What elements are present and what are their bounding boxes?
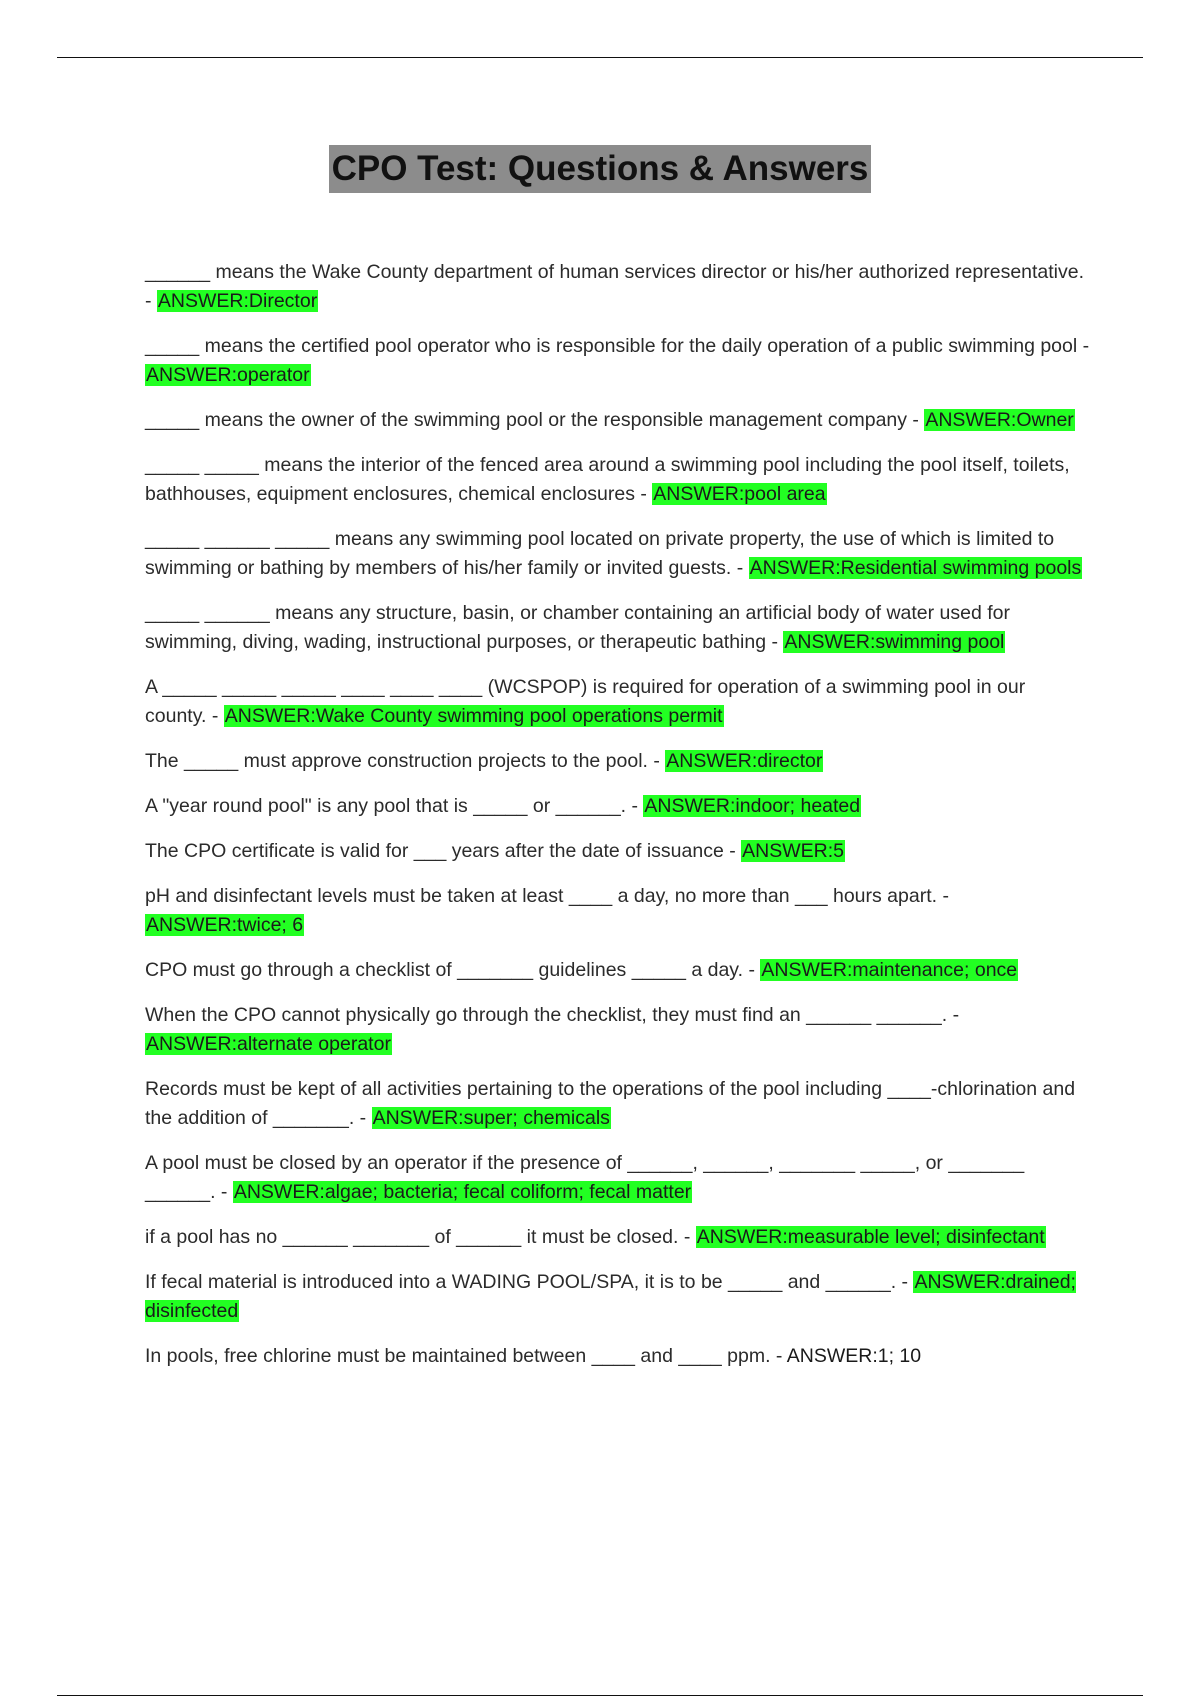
document-title: CPO Test: Questions & Answers [329, 145, 872, 193]
question-item [145, 747, 1090, 776]
question-text: In pools, free chlorine must be maintained between ____ and ____ ppm. - [145, 1345, 787, 1367]
answer-highlight: ANSWER:maintenance; once [761, 959, 1018, 981]
answer-highlight: ANSWER:Owner [925, 409, 1074, 431]
question-item [145, 956, 1090, 985]
question-text: ______ means the Wake County department of human services director or his/her authorized representative. - [145, 261, 1085, 312]
question-list [145, 258, 1090, 1387]
question-item [145, 837, 1090, 866]
question-item [145, 599, 1090, 657]
title-container [0, 145, 1200, 193]
question-text: _____ ______ means any structure, basin, or chamber containing an artificial body of water used for swimming, diving, wading, instructional purposes, or therapeutic bathing - [145, 602, 1011, 653]
question-text: The CPO certificate is valid for ___ years after the date of issuance - [145, 840, 742, 862]
question-item [145, 1268, 1090, 1326]
question-text: A pool must be closed by an operator if the presence of ______, ______, _______ _____, or _______ ______. - [145, 1152, 1025, 1203]
question-text: Records must be kept of all activities pertaining to the operations of the pool including ____-chlorination and the addition of _______. - [145, 1078, 1076, 1129]
question-item [145, 525, 1090, 583]
question-text: CPO must go through a checklist of _______ guidelines _____ a day. - [145, 959, 761, 981]
answer-highlight: ANSWER:operator [146, 364, 310, 386]
top-divider [57, 57, 1143, 58]
question-item [145, 451, 1090, 509]
question-text: pH and disinfectant levels must be taken at least ____ a day, no more than ___ hours apart. - [145, 885, 949, 907]
question-item [145, 882, 1090, 940]
answer-highlight: ANSWER:drained; disinfected [145, 1271, 1076, 1322]
question-item [145, 406, 1090, 435]
answer-highlight: ANSWER:Residential swimming pools [749, 557, 1082, 579]
question-text: When the CPO cannot physically go through the checklist, they must find an ______ ______. - [145, 1004, 960, 1026]
answer-highlight: ANSWER:swimming pool [784, 631, 1005, 653]
answer-highlight: ANSWER:alternate operator [146, 1033, 391, 1055]
question-text: _____ ______ _____ means any swimming pool located on private property, the use of which is limited to swimming or bathing by members of his/her family or invited guests. - [145, 528, 1055, 579]
answer-highlight: ANSWER:Director [157, 290, 318, 312]
answer-highlight: ANSWER:twice; 6 [146, 914, 304, 936]
question-item [145, 1342, 1090, 1371]
answer-text: ANSWER:1; 10 [786, 1345, 922, 1367]
question-text: _____ means the certified pool operator who is responsible for the daily operation of a public swimming pool - [145, 335, 1090, 357]
question-text: A "year round pool" is any pool that is _____ or ______. - [145, 795, 644, 817]
question-item [145, 1075, 1090, 1133]
question-text: _____ means the owner of the swimming pool or the responsible management company - [145, 409, 925, 431]
question-text: The _____ must approve construction projects to the pool. - [145, 750, 666, 772]
question-text: A _____ _____ _____ ____ ____ ____ (WCSPOP) is required for operation of a swimming pool in our county. - [145, 676, 1026, 727]
question-item [145, 1001, 1090, 1059]
question-item [145, 1149, 1090, 1207]
answer-highlight: ANSWER:director [666, 750, 823, 772]
question-item [145, 332, 1090, 390]
question-item [145, 792, 1090, 821]
answer-highlight: ANSWER:measurable level; disinfectant [696, 1226, 1045, 1248]
answer-highlight: ANSWER:super; chemicals [372, 1107, 610, 1129]
answer-highlight: ANSWER:indoor; heated [644, 795, 861, 817]
question-text: If fecal material is introduced into a WADING POOL/SPA, it is to be _____ and ______. - [145, 1271, 914, 1293]
question-text: _____ _____ means the interior of the fenced area around a swimming pool including the pool itself, toilets, bathhouses, equipment enclosures, chemical enclosures - [145, 454, 1070, 505]
question-item [145, 1223, 1090, 1252]
answer-highlight: ANSWER:5 [742, 840, 844, 862]
answer-highlight: ANSWER:algae; bacteria; fecal coliform; fecal matter [233, 1181, 692, 1203]
answer-highlight: ANSWER:pool area [653, 483, 826, 505]
question-item [145, 258, 1090, 316]
question-text: if a pool has no ______ _______ of ______ it must be closed. - [145, 1226, 696, 1248]
question-item [145, 673, 1090, 731]
bottom-divider [57, 1695, 1143, 1696]
answer-highlight: ANSWER:Wake County swimming pool operations permit [224, 705, 723, 727]
